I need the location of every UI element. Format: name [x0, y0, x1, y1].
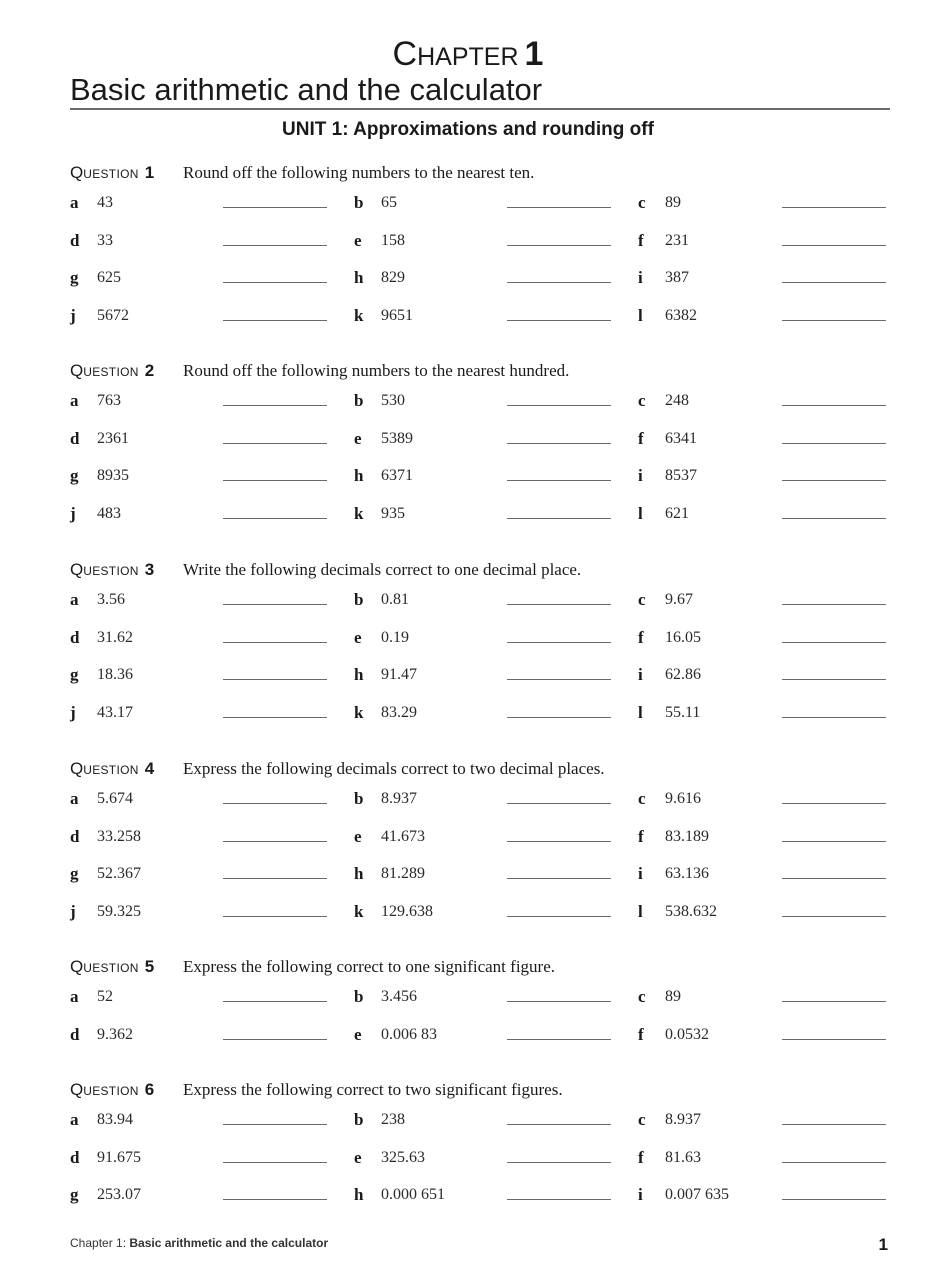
question-instruction: Express the following correct to one significant figure.	[183, 957, 555, 976]
answer-blank[interactable]	[507, 1124, 611, 1125]
question-number: 4	[144, 759, 155, 778]
item-value: 9.362	[97, 1025, 133, 1043]
item-letter: h	[354, 1185, 364, 1205]
question-label	[70, 358, 154, 385]
page-number: 1	[878, 1235, 888, 1254]
question-row	[0, 190, 936, 216]
answer-blank[interactable]	[782, 1162, 886, 1163]
answer-blank[interactable]	[223, 443, 327, 444]
item-letter: f	[638, 1024, 644, 1044]
chapter-rest: HAPTER	[417, 43, 519, 71]
footer-chapter-title: Basic arithmetic and the calculator	[129, 1236, 329, 1250]
item-letter: f	[638, 627, 644, 647]
answer-blank[interactable]	[223, 803, 327, 804]
answer-blank[interactable]	[782, 1199, 886, 1200]
question-label-rest: UESTION	[83, 763, 139, 777]
item-value: 621	[665, 505, 689, 523]
answer-blank[interactable]	[507, 245, 611, 246]
item-letter: h	[354, 665, 364, 685]
item-letter: f	[638, 826, 644, 846]
item-letter: c	[638, 789, 646, 808]
question-label-cap: Q	[70, 759, 84, 778]
footer-chapter	[70, 1234, 328, 1252]
question-heading	[70, 756, 930, 782]
answer-blank[interactable]	[782, 405, 886, 406]
answer-blank[interactable]	[223, 1162, 327, 1163]
item-value: 89	[665, 194, 681, 211]
item-letter: b	[354, 391, 364, 410]
answer-blank[interactable]	[223, 604, 327, 605]
item-letter: h	[354, 268, 364, 288]
item-value: 65	[381, 194, 397, 211]
question-row	[0, 662, 936, 688]
footer-chapter-ref: Chapter 1:	[70, 1236, 127, 1250]
item-value: 91.675	[97, 1148, 141, 1166]
item-value: 83.29	[381, 704, 417, 722]
answer-blank[interactable]	[223, 878, 327, 879]
answer-blank[interactable]	[782, 480, 886, 481]
item-letter: a	[70, 193, 79, 212]
answer-blank[interactable]	[223, 320, 327, 321]
answer-blank[interactable]	[507, 1199, 611, 1200]
item-letter: e	[354, 1147, 362, 1167]
item-letter: e	[354, 428, 362, 448]
answer-blank[interactable]	[782, 518, 886, 519]
item-letter: k	[354, 306, 364, 326]
item-value: 31.62	[97, 628, 133, 646]
item-value: 41.673	[381, 827, 425, 845]
item-value: 5.674	[97, 790, 133, 807]
item-value: 253.07	[97, 1186, 141, 1204]
answer-blank[interactable]	[507, 320, 611, 321]
question-label	[70, 160, 154, 187]
question-label	[70, 756, 154, 783]
answer-blank[interactable]	[507, 1162, 611, 1163]
question-row	[0, 700, 936, 726]
answer-blank[interactable]	[223, 1199, 327, 1200]
item-value: 829	[381, 269, 405, 287]
question-label-rest: UESTION	[83, 1084, 139, 1098]
chapter-cap: C	[392, 35, 418, 73]
item-letter: a	[70, 590, 79, 609]
answer-blank[interactable]	[507, 878, 611, 879]
item-letter: l	[638, 306, 643, 326]
item-letter: g	[70, 268, 79, 288]
item-value: 387	[665, 269, 689, 287]
answer-blank[interactable]	[507, 207, 611, 208]
answer-blank[interactable]	[782, 245, 886, 246]
item-value: 33	[97, 231, 113, 249]
question-number: 1	[144, 163, 155, 182]
item-value: 2361	[97, 429, 129, 447]
item-value: 43	[97, 194, 113, 211]
question-row	[0, 303, 936, 329]
item-value: 0.19	[381, 628, 409, 646]
item-letter: c	[638, 193, 646, 212]
item-value: 83.94	[97, 1111, 133, 1128]
chapter-number: 1	[524, 35, 544, 73]
unit-title: UNIT 1: Approximations and rounding off	[282, 119, 654, 140]
chapter-heading	[0, 34, 936, 77]
item-value: 52.367	[97, 865, 141, 883]
answer-blank[interactable]	[782, 604, 886, 605]
question-number: 3	[144, 560, 155, 579]
answer-blank[interactable]	[782, 207, 886, 208]
item-value: 52	[97, 988, 113, 1005]
item-letter: f	[638, 230, 644, 250]
item-value: 63.136	[665, 865, 709, 883]
question-number: 5	[144, 957, 155, 976]
item-letter: f	[638, 1147, 644, 1167]
question-row	[0, 1107, 936, 1133]
item-letter: l	[638, 703, 643, 723]
item-letter: b	[354, 987, 364, 1006]
item-letter: h	[354, 466, 364, 486]
question-row	[0, 426, 936, 452]
item-letter: d	[70, 1024, 80, 1044]
question-label-cap: Q	[70, 361, 84, 380]
item-value: 248	[665, 392, 689, 409]
item-letter: j	[70, 902, 76, 922]
question-heading	[70, 954, 930, 980]
item-letter: i	[638, 466, 643, 486]
question-number: 6	[144, 1080, 155, 1099]
item-value: 8.937	[381, 790, 417, 807]
question-instruction: Write the following decimals correct to one decimal place.	[183, 560, 582, 579]
item-letter: c	[638, 590, 646, 609]
item-value: 5672	[97, 307, 129, 325]
question-row	[0, 265, 936, 291]
item-value: 483	[97, 505, 121, 523]
item-value: 0.81	[381, 591, 409, 608]
answer-blank[interactable]	[223, 245, 327, 246]
item-letter: j	[70, 504, 76, 524]
question-heading	[70, 1077, 930, 1103]
item-value: 91.47	[381, 666, 417, 684]
answer-blank[interactable]	[223, 207, 327, 208]
question-row	[0, 625, 936, 651]
item-letter: d	[70, 1147, 80, 1167]
item-letter: l	[638, 902, 643, 922]
answer-blank[interactable]	[223, 717, 327, 718]
item-value: 18.36	[97, 666, 133, 684]
item-value: 625	[97, 269, 121, 287]
question-row	[0, 463, 936, 489]
question-heading	[70, 160, 930, 186]
item-value: 8935	[97, 467, 129, 485]
answer-blank[interactable]	[782, 1001, 886, 1002]
item-letter: i	[638, 665, 643, 685]
question-label	[70, 1077, 154, 1104]
item-letter: b	[354, 193, 364, 212]
answer-blank[interactable]	[223, 405, 327, 406]
item-letter: i	[638, 268, 643, 288]
item-letter: k	[354, 504, 364, 524]
item-value: 62.86	[665, 666, 701, 684]
answer-blank[interactable]	[507, 443, 611, 444]
answer-blank[interactable]	[223, 679, 327, 680]
question-label-cap: Q	[70, 163, 84, 182]
item-letter: d	[70, 826, 80, 846]
question-row	[0, 786, 936, 812]
question-row	[0, 228, 936, 254]
question-label-rest: UESTION	[83, 365, 139, 379]
answer-blank[interactable]	[507, 679, 611, 680]
item-value: 129.638	[381, 903, 433, 921]
item-letter: e	[354, 1024, 362, 1044]
question-row	[0, 1145, 936, 1171]
item-value: 0.0532	[665, 1025, 709, 1043]
answer-blank[interactable]	[507, 1039, 611, 1040]
item-value: 81.289	[381, 865, 425, 883]
title-divider	[70, 108, 890, 110]
answer-blank[interactable]	[782, 1124, 886, 1125]
item-value: 5389	[381, 429, 413, 447]
answer-blank[interactable]	[223, 916, 327, 917]
item-value: 16.05	[665, 628, 701, 646]
question-row	[0, 501, 936, 527]
question-label-rest: UESTION	[83, 564, 139, 578]
question-number: 2	[144, 361, 155, 380]
question-row	[0, 587, 936, 613]
item-letter: b	[354, 1110, 364, 1129]
question-label-cap: Q	[70, 1080, 84, 1099]
item-letter: g	[70, 864, 79, 884]
item-letter: a	[70, 789, 79, 808]
question-label-cap: Q	[70, 560, 84, 579]
item-value: 530	[381, 392, 405, 409]
answer-blank[interactable]	[507, 717, 611, 718]
item-value: 8.937	[665, 1111, 701, 1128]
question-heading	[70, 557, 930, 583]
item-value: 238	[381, 1111, 405, 1128]
question-row	[0, 861, 936, 887]
item-value: 9.67	[665, 591, 693, 608]
answer-blank[interactable]	[223, 518, 327, 519]
item-letter: c	[638, 1110, 646, 1129]
question-heading	[70, 358, 930, 384]
item-letter: e	[354, 627, 362, 647]
item-letter: a	[70, 987, 79, 1006]
item-letter: d	[70, 230, 80, 250]
item-value: 0.000 651	[381, 1186, 445, 1204]
question-row	[0, 388, 936, 414]
question-label-rest: UESTION	[83, 167, 139, 181]
item-letter: j	[70, 703, 76, 723]
item-value: 6382	[665, 307, 697, 325]
question-row	[0, 984, 936, 1010]
answer-blank[interactable]	[782, 1039, 886, 1040]
chapter-title: Basic arithmetic and the calculator	[70, 72, 543, 107]
item-letter: i	[638, 864, 643, 884]
answer-blank[interactable]	[223, 1124, 327, 1125]
answer-blank[interactable]	[507, 803, 611, 804]
answer-blank[interactable]	[782, 878, 886, 879]
question-row	[0, 824, 936, 850]
answer-blank[interactable]	[507, 841, 611, 842]
question-label-cap: Q	[70, 957, 84, 976]
answer-blank[interactable]	[223, 841, 327, 842]
item-letter: d	[70, 428, 80, 448]
item-letter: i	[638, 1185, 643, 1205]
answer-blank[interactable]	[782, 679, 886, 680]
item-value: 538.632	[665, 903, 717, 921]
answer-blank[interactable]	[782, 717, 886, 718]
item-letter: e	[354, 826, 362, 846]
item-letter: a	[70, 1110, 79, 1129]
answer-blank[interactable]	[782, 443, 886, 444]
item-value: 83.189	[665, 827, 709, 845]
question-row	[0, 899, 936, 925]
item-letter: a	[70, 391, 79, 410]
item-value: 81.63	[665, 1148, 701, 1166]
item-value: 0.007 635	[665, 1186, 729, 1204]
answer-blank[interactable]	[507, 916, 611, 917]
item-letter: c	[638, 391, 646, 410]
item-letter: e	[354, 230, 362, 250]
item-letter: j	[70, 306, 76, 326]
item-value: 158	[381, 231, 405, 249]
item-letter: k	[354, 703, 364, 723]
item-value: 325.63	[381, 1148, 425, 1166]
item-letter: g	[70, 466, 79, 486]
question-label	[70, 557, 154, 584]
answer-blank[interactable]	[507, 480, 611, 481]
item-letter: b	[354, 590, 364, 609]
answer-blank[interactable]	[507, 518, 611, 519]
question-label	[70, 954, 154, 981]
item-letter: b	[354, 789, 364, 808]
question-row	[0, 1182, 936, 1208]
question-instruction: Round off the following numbers to the nearest hundred.	[183, 361, 570, 380]
item-value: 89	[665, 988, 681, 1005]
item-letter: k	[354, 902, 364, 922]
answer-blank[interactable]	[507, 642, 611, 643]
answer-blank[interactable]	[223, 480, 327, 481]
item-value: 9.616	[665, 790, 701, 807]
question-row	[0, 1022, 936, 1048]
question-instruction: Express the following correct to two significant figures.	[183, 1080, 563, 1099]
answer-blank[interactable]	[782, 841, 886, 842]
item-letter: g	[70, 1185, 79, 1205]
question-label-rest: UESTION	[83, 961, 139, 975]
item-value: 3.56	[97, 591, 125, 608]
answer-blank[interactable]	[223, 1039, 327, 1040]
item-value: 8537	[665, 467, 697, 485]
answer-blank[interactable]	[507, 405, 611, 406]
item-letter: g	[70, 665, 79, 685]
answer-blank[interactable]	[507, 604, 611, 605]
item-letter: h	[354, 864, 364, 884]
item-letter: f	[638, 428, 644, 448]
answer-blank[interactable]	[507, 1001, 611, 1002]
item-value: 55.11	[665, 704, 701, 722]
answer-blank[interactable]	[507, 282, 611, 283]
item-value: 0.006 83	[381, 1025, 437, 1043]
item-value: 231	[665, 231, 689, 249]
item-value: 33.258	[97, 827, 141, 845]
answer-blank[interactable]	[782, 642, 886, 643]
item-value: 3.456	[381, 988, 417, 1005]
item-value: 935	[381, 505, 405, 523]
answer-blank[interactable]	[223, 642, 327, 643]
item-value: 43.17	[97, 704, 133, 722]
item-value: 6341	[665, 429, 697, 447]
question-instruction: Round off the following numbers to the nearest ten.	[183, 163, 535, 182]
answer-blank[interactable]	[782, 282, 886, 283]
item-value: 6371	[381, 467, 413, 485]
item-letter: l	[638, 504, 643, 524]
item-letter: d	[70, 627, 80, 647]
question-instruction: Express the following decimals correct to two decimal places.	[183, 759, 605, 778]
item-letter: c	[638, 987, 646, 1006]
answer-blank[interactable]	[782, 803, 886, 804]
answer-blank[interactable]	[782, 916, 886, 917]
answer-blank[interactable]	[223, 282, 327, 283]
answer-blank[interactable]	[223, 1001, 327, 1002]
item-value: 59.325	[97, 903, 141, 921]
answer-blank[interactable]	[782, 320, 886, 321]
item-value: 763	[97, 392, 121, 409]
item-value: 9651	[381, 307, 413, 325]
